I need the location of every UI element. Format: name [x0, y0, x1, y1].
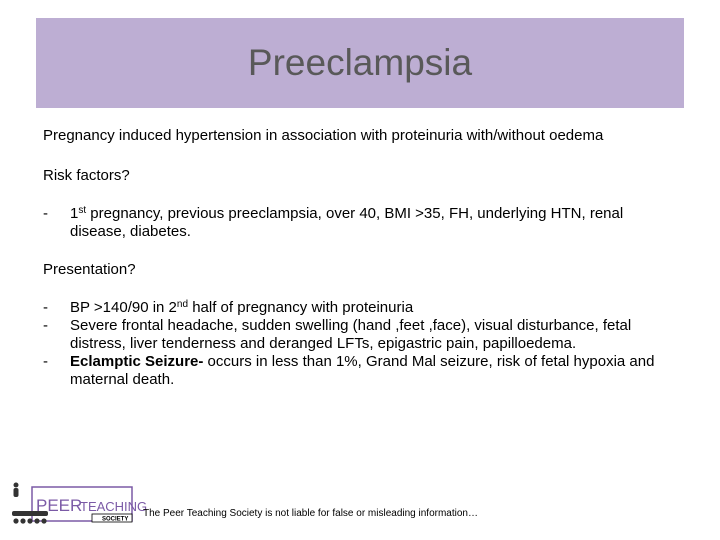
logo-society-text: SOCIETY [102, 516, 129, 523]
risk-item-text: pregnancy, previous preeclampsia, over 40, BMI >35, FH, underlying HTN, renal disease, diabetes. [70, 205, 624, 240]
bullet-dash: - [43, 317, 48, 334]
title-banner [36, 18, 684, 108]
list-item [43, 317, 683, 353]
presentation-heading: Presentation? [43, 261, 136, 278]
bullet-dash: - [43, 299, 48, 316]
presentation-item-text: BP >140/90 in 2 [70, 299, 177, 316]
definition-text: Pregnancy induced hypertension in association with proteinuria with/without oedema [43, 127, 604, 144]
footer-disclaimer: The Peer Teaching Society is not liable for false or misleading information… [143, 508, 478, 519]
presentation-list [43, 299, 683, 389]
list-item [43, 205, 683, 241]
presentation-item-superscript: nd [176, 299, 189, 310]
logo-graphic [10, 481, 148, 527]
slide-title: Preeclampsia [247, 42, 473, 83]
risk-factors-heading: Risk factors? [43, 167, 130, 184]
bullet-dash: - [43, 205, 48, 222]
logo-teaching-text: TEACHING [80, 499, 148, 514]
eclamptic-seizure-label: Eclamptic Seizure- [70, 353, 204, 370]
logo-peer-text: PEER [36, 496, 83, 515]
presentation-item-text-end: half of pregnancy with proteinuria [188, 299, 414, 316]
slide-body [43, 127, 683, 389]
bullet-dash: - [43, 353, 48, 370]
list-item [43, 299, 683, 317]
risk-item-superscript: st [78, 205, 87, 216]
list-item [43, 353, 683, 389]
risk-factors-list [43, 205, 683, 241]
risk-item-number: 1 [70, 205, 79, 222]
peer-teaching-society-logo [10, 481, 148, 527]
presentation-item-text: Severe frontal headache, sudden swelling (hand ,feet ,face), visual disturbance, fetal distress, liver tenderness and deranged LFTs, epigastric pain, papilloedema. [70, 317, 632, 352]
presentation-item-text: occurs in less than 1%, Grand Mal seizure, risk of fetal hypoxia and maternal death. [70, 353, 655, 388]
